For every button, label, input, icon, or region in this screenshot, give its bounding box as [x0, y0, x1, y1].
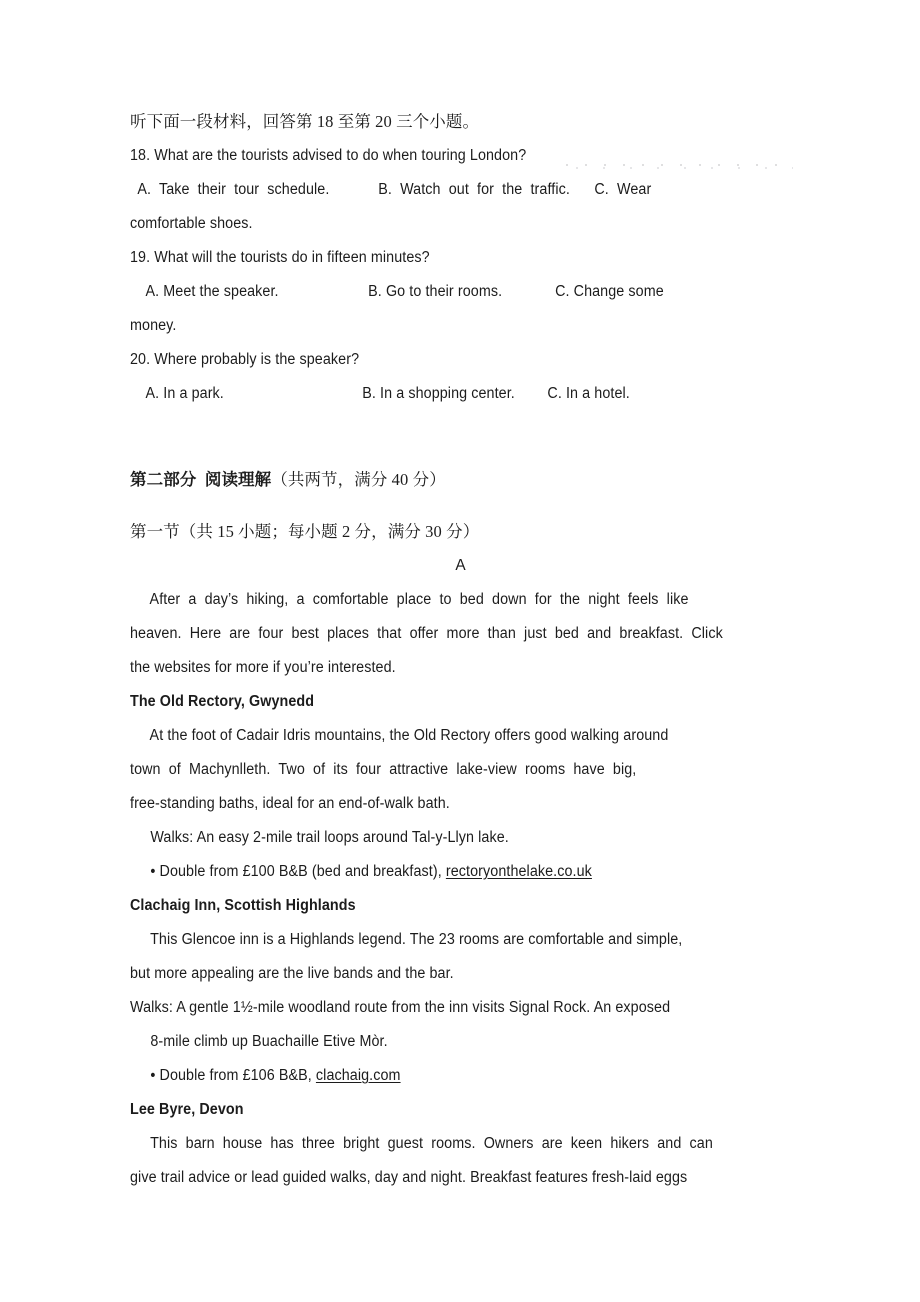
question-19-options-text-1: A. Meet the speaker. B. Go to their rooms. C. Change some	[130, 283, 664, 300]
entry-3-body-text-2: give trail advice or lead guided walks, day and night. Breakfast features fresh-laid eggs	[130, 1169, 688, 1186]
question-19-stem	[130, 241, 791, 275]
entry-1-body-text-2: town of Machynlleth. Two of its four attractive lake-view rooms have big,	[130, 761, 637, 778]
entry-1-body-line-1	[130, 719, 791, 753]
question-19-options-text-2: money.	[130, 317, 177, 334]
entry-2-walks-text-2: 8-mile climb up Buachaille Etive Mòr.	[130, 1033, 388, 1050]
entry-1-title	[130, 685, 791, 719]
reading-part-heading-rest: （共两节，满分 40 分）	[271, 470, 446, 489]
entry-1-price-text: • Double from £100 B&B (bed and breakfast),	[130, 863, 446, 880]
entry-1-walks-line-1	[130, 821, 791, 855]
entry-3-body-text-1: This barn house has three bright guest rooms. Owners are keen hikers and can	[130, 1135, 713, 1152]
entry-1-body-text-1: At the foot of Cadair Idris mountains, the Old Rectory offers good walking around	[130, 727, 669, 744]
question-19-options-line-2	[130, 309, 791, 343]
entry-2-walks-text-1: Walks: A gentle 1½-mile woodland route from the inn visits Signal Rock. An exposed	[130, 999, 671, 1016]
entry-2-title-text: Clachaig Inn, Scottish Highlands	[130, 897, 356, 914]
passage-intro-line-1	[130, 583, 791, 617]
question-20-options-text-1: A. In a park. B. In a shopping center. C. In a hotel.	[130, 385, 630, 402]
entry-3-title-text: Lee Byre, Devon	[130, 1101, 244, 1118]
reading-part-heading	[130, 463, 791, 497]
entry-2-price-line	[130, 1059, 791, 1093]
entry-2-body-text-1: This Glencoe inn is a Highlands legend. The 23 rooms are comfortable and simple,	[130, 931, 683, 948]
entry-1-price-wrap	[130, 855, 745, 889]
entry-2-walks-line-1	[130, 991, 791, 1025]
entry-1-body-text-3: free-standing baths, ideal for an end-of-walk bath.	[130, 795, 450, 812]
question-19-options-line-1	[130, 275, 791, 309]
listening-instruction: 听下面一段材料，回答第 18 至第 20 三个小题。	[130, 112, 480, 131]
entry-2-body-line-2	[130, 957, 791, 991]
entry-3-title	[130, 1093, 791, 1127]
question-18-options-line-2	[130, 207, 791, 241]
reading-subsection-heading: 第一节（共 15 小题；每小题 2 分，满分 30 分）	[130, 522, 480, 541]
passage-intro-text-1: After a day’s hiking, a comfortable place to bed down for the night feels like	[130, 591, 689, 608]
question-19-stem-text: 19. What will the tourists do in fifteen minutes?	[130, 249, 430, 266]
passage-label-a	[130, 549, 791, 583]
passage-intro-text-2: heaven. Here are four best places that offer more than just bed and breakfast. Click	[130, 625, 723, 642]
question-18-options-text-2: comfortable shoes.	[130, 215, 253, 232]
entry-2-website-link[interactable]: clachaig.com	[315, 1067, 401, 1084]
question-20-options-line-1	[130, 377, 791, 411]
entry-2-body-text-2: but more appealing are the live bands and the bar.	[130, 965, 454, 982]
question-20-stem-text: 20. Where probably is the speaker?	[130, 351, 360, 368]
passage-intro-line-2	[130, 617, 791, 651]
question-18-options-line-1	[130, 173, 791, 207]
spacer-after-listening	[130, 411, 791, 445]
question-20-stem	[130, 343, 791, 377]
entry-2-walks-line-2	[130, 1025, 791, 1059]
question-18-stem-text: 18. What are the tourists advised to do when touring London?	[130, 147, 527, 164]
content-column	[130, 105, 791, 1195]
entry-2-price-wrap	[130, 1059, 745, 1093]
question-18-stem	[130, 139, 791, 173]
entry-1-price-line	[130, 855, 791, 889]
question-18-options-text-1: A. Take their tour schedule. B. Watch out for the traffic. C. Wear	[130, 181, 652, 198]
entry-2-body-line-1	[130, 923, 791, 957]
entry-1-body-line-2	[130, 753, 791, 787]
entry-3-body-line-2	[130, 1161, 791, 1195]
spacer-small	[130, 445, 791, 463]
entry-3-body-line-1	[130, 1127, 791, 1161]
entry-2-price-text: • Double from £106 B&B,	[130, 1067, 316, 1084]
reading-part-heading-bold: 第二部分 阅读理解	[130, 470, 272, 489]
passage-intro-line-3	[130, 651, 791, 685]
spacer-heading	[130, 497, 791, 515]
entry-1-body-line-3	[130, 787, 791, 821]
entry-1-title-text: The Old Rectory, Gwynedd	[130, 693, 315, 710]
entry-1-website-link[interactable]: rectoryonthelake.co.uk	[445, 863, 592, 880]
entry-1-walks-text-1: Walks: An easy 2-mile trail loops around Tal-y-Llyn lake.	[130, 829, 509, 846]
passage-label-a-text: A	[455, 557, 466, 574]
entry-2-title	[130, 889, 791, 923]
passage-intro-text-3: the websites for more if you’re interested.	[130, 659, 396, 676]
